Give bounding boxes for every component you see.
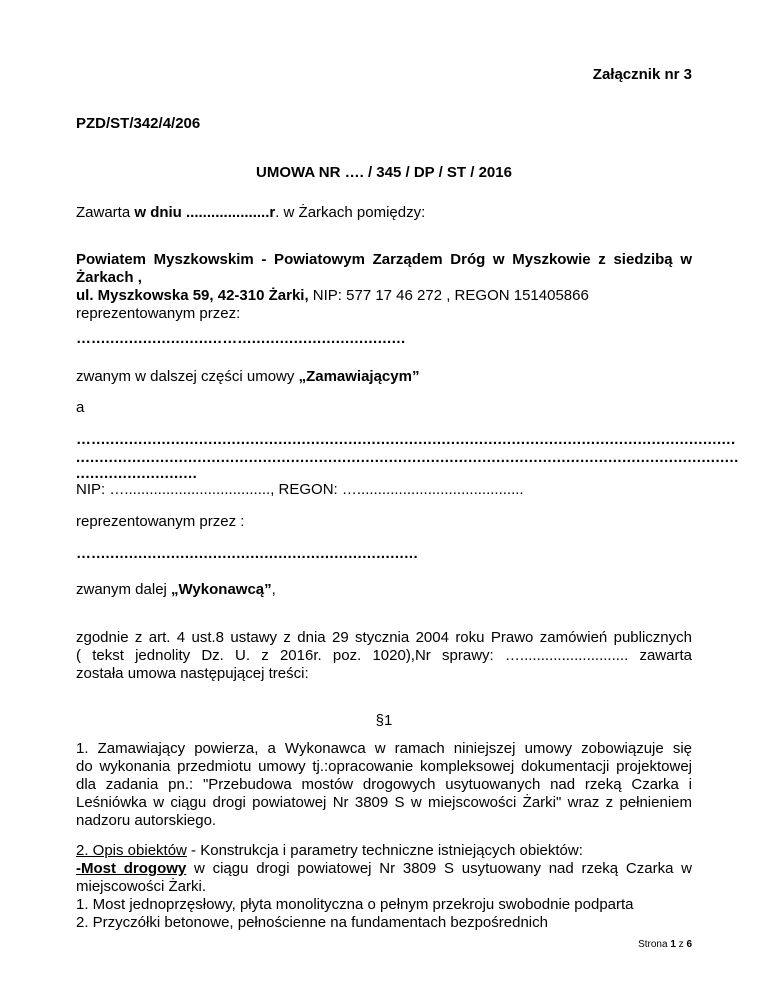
party2-dots-line1: ….......................................................................................................................................... — [76, 431, 736, 448]
bridge-line1 — [76, 859, 692, 878]
party1-called-name: „Zamawiającym” — [298, 368, 420, 385]
party1-address — [76, 286, 589, 305]
legal-basis-line2: ( tekst jednolity Dz. U. z 2016r. poz. 1020),Nr sprawy: ….......................... zawarta — [76, 647, 692, 664]
section-symbol: §1 — [375, 712, 393, 729]
party1-called — [76, 367, 419, 386]
party2-called-prefix: zwanym dalej — [76, 581, 172, 598]
bridge-rest: w ciągu drogi powiatowej Nr 3809 S usytuowany nad rzeką Czarka w — [186, 860, 693, 877]
bridge-line2: miejscowości Żarki. — [76, 878, 207, 895]
attachment-label: Załącznik nr 3 — [592, 66, 692, 83]
page-label: Strona — [638, 939, 671, 950]
concluded-prefix: Zawarta — [76, 204, 135, 221]
bridge-label: -Most drogowy — [76, 860, 187, 877]
party1-address-bold: ul. Myszkowska 59, 42-310 Żarki, — [76, 287, 309, 304]
section1-item1: 1. Most jednoprzęsłowy, płyta monolityczna o pełnym przekroju swobodnie podparta — [76, 896, 634, 913]
section1-p2-heading: 2. Opis obiektów — [76, 842, 187, 859]
page-total: 6 — [686, 939, 692, 950]
party1-address-rest: NIP: 577 17 46 272 , REGON 151405866 — [308, 287, 589, 304]
legal-basis-line1: zgodnie z art. 4 ust.8 ustawy z dnia 29 stycznia 2004 roku Prawo zamówień publicznych — [76, 629, 692, 646]
reference-number: PZD/ST/342/4/206 — [76, 115, 201, 132]
party2-called-suffix: , — [271, 581, 276, 598]
party2-dots-line3: .......................... — [76, 465, 198, 482]
section1-p1-line5: nadzoru autorskiego. — [76, 812, 217, 829]
page-of-label: z — [675, 939, 687, 950]
concluded-line — [76, 203, 425, 222]
page-footer — [638, 939, 692, 951]
section1-p1-line4: Leśniówka w ciągu drogi powiatowej Nr 3809 S w miejscowości Żarki" wraz z pełnieniem — [76, 794, 692, 811]
party1-name-line1: Powiatem Myszkowskim - Powiatowym Zarządem Dróg w Myszkowie z siedzibą w — [76, 251, 692, 268]
party1-rep-dots: …............................….................................... — [76, 330, 406, 347]
party2-represented: reprezentowanym przez : — [76, 513, 245, 530]
section1-p1-line1: 1. Zamawiający powierza, a Wykonawca w ramach niniejszej umowy zobowiązuje się — [76, 740, 692, 757]
party2-called — [76, 580, 276, 599]
legal-basis-line3: została umowa następującej treści: — [76, 665, 309, 682]
concluded-suffix: . w Żarkach pomiędzy: — [275, 204, 426, 221]
section1-p1-line2: do wykonania przedmiotu umowy tj.:opracowanie kompleksowej dokumentacji projektowej — [76, 758, 692, 775]
conjunction: a — [76, 399, 85, 416]
party2-dots-line2: .............................................................................................................................................. — [76, 449, 739, 466]
page-number: 1 — [670, 939, 676, 950]
section1-p2-rest: - Konstrukcja i parametry techniczne istniejących obiektów: — [186, 842, 583, 859]
party1-represented: reprezentowanym przez: — [76, 305, 241, 322]
party1-called-prefix: zwanym w dalszej części umowy — [76, 368, 299, 385]
section1-p2 — [76, 841, 583, 860]
section1-item2: 2. Przyczółki betonowe, pełnościenne na fundamentach bezpośrednich — [76, 914, 548, 931]
party2-rep-dots: …...................................................................... — [76, 545, 419, 562]
party2-nip-regon: NIP: …..................................., REGON: …........................................ — [76, 481, 524, 498]
party2-called-name: „Wykonawcą” — [171, 581, 272, 598]
party1-name-line2: Żarkach , — [76, 269, 142, 286]
section1-p1-line3: dla zadania pn.: "Przebudowa mostów drogowych usytuowanych nad rzeką Czarka i — [76, 776, 692, 793]
document-title: UMOWA NR …. / 345 / DP / ST / 2016 — [256, 164, 512, 181]
concluded-date: w dniu ....................r — [134, 204, 276, 221]
